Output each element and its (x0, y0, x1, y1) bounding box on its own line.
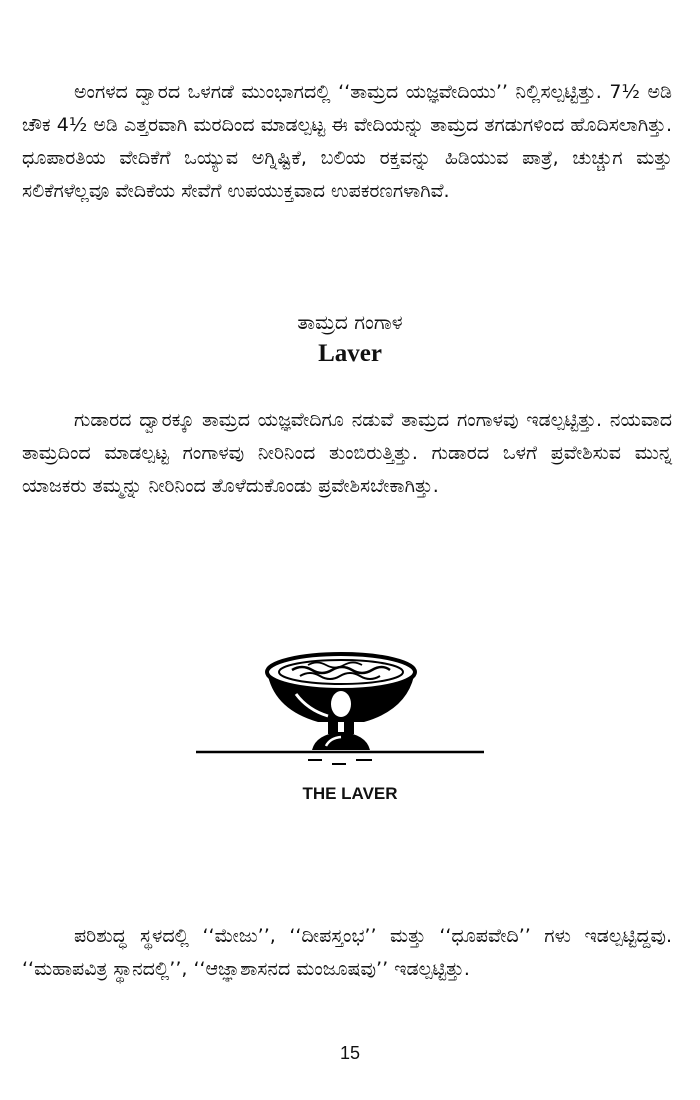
page-number: 15 (339, 1043, 361, 1063)
paragraph-altar: ಅಂಗಳದ ದ್ವಾರದ ಒಳಗಡೆ ಮುಂಭಾಗದಲ್ಲಿ ‘‘ತಾಮ್ರದ ಯಜ್ಞವೇದಿಯು’’ ನಿಲ್ಲಿಸಲ್ಪಟ್ಟಿತ್ತು. 7½ ಅಡಿ ಚೌಕ 4½ ಅಡಿ ಎತ್ತರವಾಗಿ ಮರದಿಂದ ಮಾಡಲ್ಪಟ್ಟ ಈ ವೇದಿಯನ್ನು ತಾಮ್ರದ ತಗಡುಗಳಿಂದ ಹೊದಿಸಲಾಗಿತ್ತು. ಧೂಪಾರತಿಯ ವೇದಿಕೆಗೆ ಒಯ್ಯುವ ಅಗ್ನಿಷ್ಟಿಕೆ, ಬಲಿಯ ರಕ್ತವನ್ನು ಹಿಡಿಯುವ ಪಾತ್ರೆ, ಚುಚ್ಚುಗ ಮತ್ತು ಸಲಿಕೆಗಳೆಲ್ಲವೂ ವೇದಿಕೆಯ ಸೇವೆಗೆ ಉಪಯುಕ್ತವಾದ ಉಪಕರಣಗಳಾಗಿವೆ. (22, 81, 672, 202)
paragraph-holy-place: ಪರಿಶುದ್ಧ ಸ್ಥಳದಲ್ಲಿ ‘‘ಮೇಜು’’, ‘‘ದೀಪಸ್ತಂಭ’’ ಮತ್ತು ‘‘ಧೂಪವೇದಿ’’ ಗಳು ಇಡಲ್ಪಟ್ಟಿದ್ದವು. ‘‘ಮಹಾಪವಿತ್ರ ಸ್ಥಾನದಲ್ಲಿ’’, ‘‘ಆಜ್ಞಾಶಾಸನದ ಮಂಜೂಷವು’’ ಇಡಲ್ಪಟ್ಟಿತ್ತು. (22, 925, 672, 980)
figure-caption: THE LAVER (302, 784, 398, 803)
laver-illustration-icon (196, 648, 486, 788)
section-heading-english: Laver (318, 340, 382, 367)
paragraph-laver: ಗುಡಾರದ ದ್ವಾರಕ್ಕೂ ತಾಮ್ರದ ಯಜ್ಞವೇದಿಗೂ ನಡುವೆ ತಾಮ್ರದ ಗಂಗಾಳವು ಇಡಲ್ಪಟ್ಟಿತ್ತು. ನಯವಾದ ತಾಮ್ರದಿಂದ ಮಾಡಲ್ಪಟ್ಟ ಗಂಗಾಳವು ನೀರಿನಿಂದ ತುಂಬಿರುತ್ತಿತ್ತು. ಗುಡಾರದ ಒಳಗೆ ಪ್ರವೇಶಿಸುವ ಮುನ್ನ ಯಾಜಕರು ತಮ್ಮನ್ನು ನೀರಿನಿಂದ ತೊಳೆದುಕೊಂಡು ಪ್ರವೇಶಿಸಬೇಕಾಗಿತ್ತು. (22, 409, 672, 497)
section-heading-kannada: ತಾಮ್ರದ ಗಂಗಾಳ (297, 310, 403, 334)
